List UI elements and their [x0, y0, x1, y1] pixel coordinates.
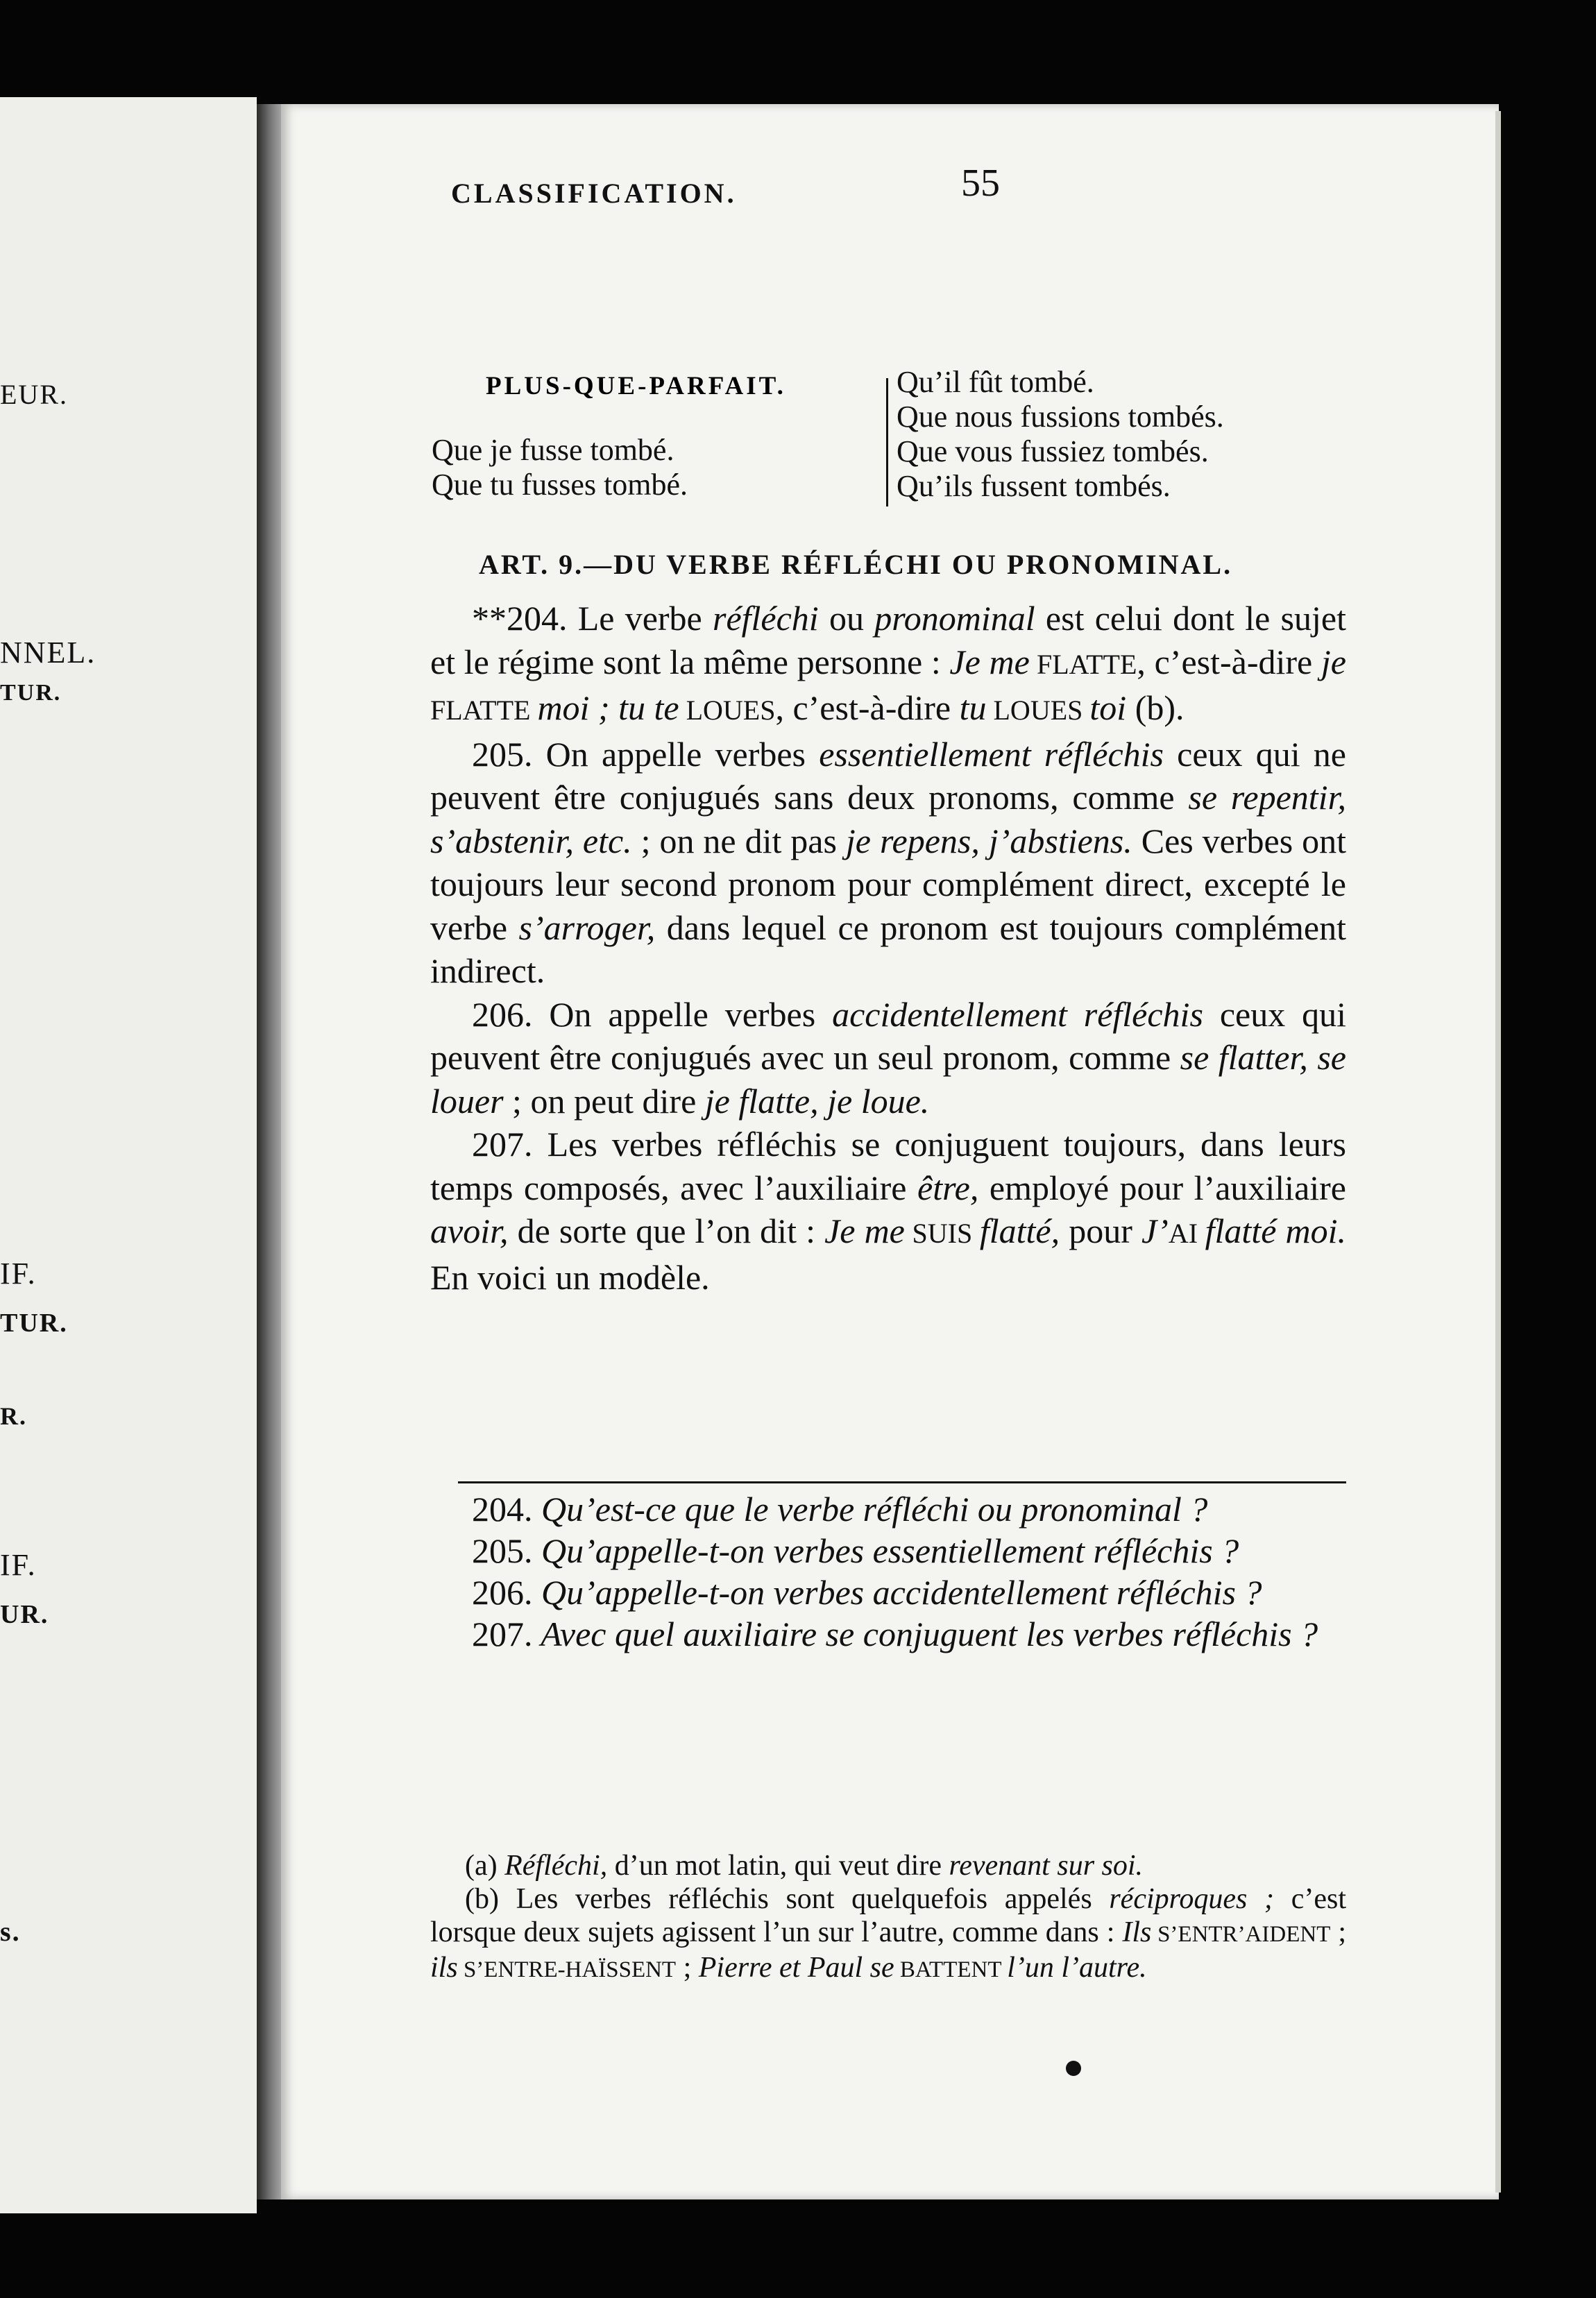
conjugation-line: Que tu fusses tombé.: [432, 468, 688, 502]
left-page-fragment: TUR.: [0, 1309, 68, 1338]
conjugation-line: Qu’il fût tombé.: [897, 365, 1094, 399]
previous-page: [0, 97, 257, 2213]
conjugation-line: Que je fusse tombé.: [432, 433, 674, 467]
left-page-fragment: s.: [0, 1916, 21, 1947]
left-page-fragment: EUR.: [0, 379, 68, 410]
left-page-fragment: IF.: [0, 1257, 37, 1291]
tense-title: PLUS-QUE-PARFAIT.: [486, 372, 786, 400]
section-rule: [458, 1481, 1346, 1483]
page-edge: [1495, 111, 1501, 2193]
paragraph-206: 206. On appelle verbes accidentellement réfléchis ceux qui peuvent être conjugués avec un seul pronom, comme se flatter, se louer ; on peut dire je flatte, je loue.: [430, 994, 1347, 1121]
question-item: 204. Qu’est-ce que le verbe réfléchi ou pronominal ?: [472, 1490, 1208, 1529]
question-item: 206. Qu’appelle-t-on verbes accidentellement réfléchis ?: [472, 1573, 1262, 1612]
questions-section: [430, 1488, 1346, 1655]
paragraph-205: 205. On appelle verbes essentiellement réfléchis ceux qui ne peuvent être conjugués sans deux pronoms, comme se repentir, s’abstenir, etc. ; on ne dit pas je repens, j’abstiens. Ces verbes ont toujours leur second pronom pour complément direct, excepté le verbe s’arroger, dans lequel ce pronom est toujours complément indirect.: [430, 734, 1346, 990]
question-item: 207. Avec quel auxiliaire se conjuguent les verbes réfléchis ?: [472, 1615, 1318, 1653]
left-page-fragment: UR.: [0, 1600, 49, 1629]
left-page-fragment: IF.: [0, 1548, 37, 1582]
left-page-fragment: TUR.: [0, 680, 62, 706]
column-divider: [886, 378, 888, 507]
left-page-fragment: NNEL.: [0, 636, 96, 670]
conjugation-line: Que nous fussions tombés.: [897, 400, 1224, 434]
article-heading: ART. 9.—DU VERBE RÉFLÉCHI OU PRONOMINAL.: [479, 549, 1233, 580]
footnote-a: (a) Réfléchi, d’un mot latin, qui veut dire revenant sur soi.: [465, 1850, 1144, 1882]
running-head: CLASSIFICATION.: [451, 178, 737, 209]
conjugation-line: Que vous fussiez tombés.: [897, 434, 1209, 468]
paragraph-207: 207. Les verbes réfléchis se conjuguent toujours, dans leurs temps composés, avec l’auxiliaire être, employé pour l’auxiliaire avoir, de sorte que l’on dit : Je me SUIS flatté, pour J’AI flatté moi. En voici un modèle.: [430, 1125, 1347, 1297]
ink-dot: [1066, 2061, 1081, 2076]
paragraph-204: **204. Le verbe réfléchi ou pronominal est celui dont le sujet et le régime sont la même personne : Je me FLATTE, c’est-à-dire je FLATTE moi ; tu te LOUES, c’est-à-dire tu LOUES toi (b).: [430, 599, 1346, 727]
conjugation-line: Qu’ils fussent tombés.: [897, 469, 1171, 503]
footnote-b: (b) Les verbes réfléchis sont quelquefois appelés réciproques ; c’est lorsque deux sujets agissent l’un sur l’autre, comme dans : Ils S’ENTR’AIDENT ; ils S’ENTRE-HAÏSSENT ; Pierre et Paul se BATTENT l’un l’autre.: [430, 1883, 1346, 1984]
page-number: 55: [961, 162, 1000, 205]
left-page-fragment: R.: [0, 1402, 27, 1430]
body-text: [430, 597, 1346, 1299]
question-item: 205. Qu’appelle-t-on verbes essentiellement réfléchis ?: [472, 1531, 1239, 1570]
footnotes: [430, 1849, 1346, 1986]
